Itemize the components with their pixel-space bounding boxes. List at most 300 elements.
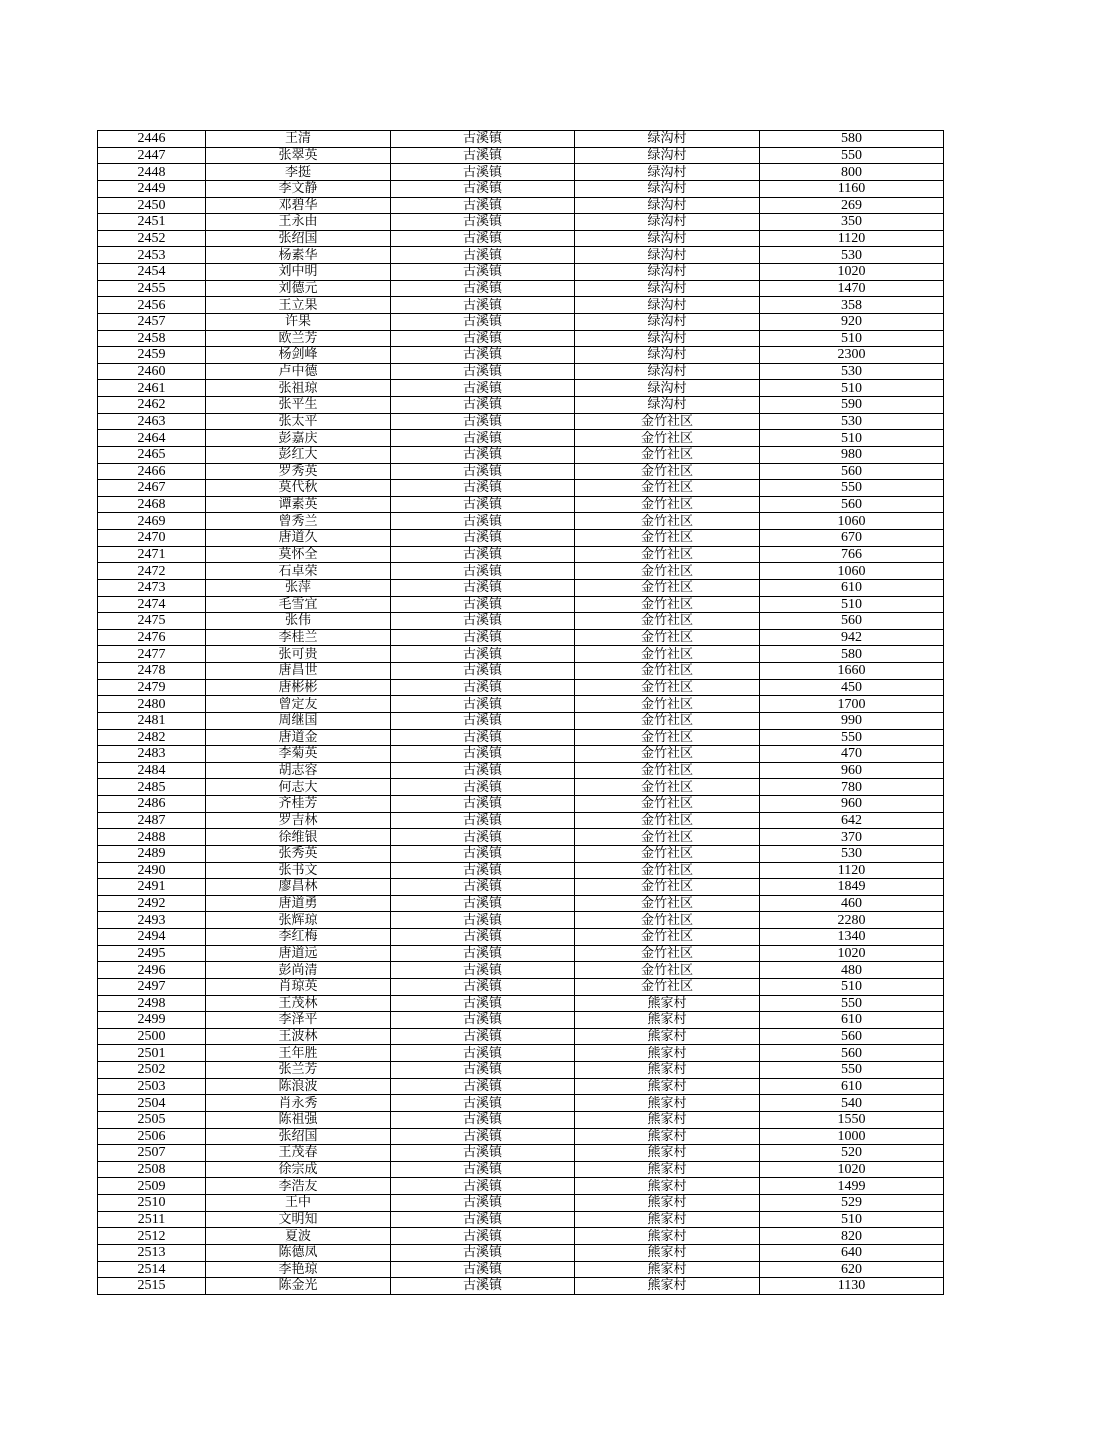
amount-cell: 560: [760, 496, 944, 513]
amount-cell: 1470: [760, 280, 944, 297]
village-cell: 绿沟村: [575, 330, 760, 347]
person-name-cell: 张平生: [206, 397, 391, 414]
person-name-cell: 曾秀兰: [206, 513, 391, 530]
record-number-cell: 2509: [98, 1178, 206, 1195]
village-cell: 绿沟村: [575, 180, 760, 197]
town-cell: 古溪镇: [391, 696, 575, 713]
table-row: [98, 1045, 944, 1062]
record-number-cell: 2463: [98, 413, 206, 430]
person-name-cell: 罗吉林: [206, 812, 391, 829]
town-cell: 古溪镇: [391, 530, 575, 547]
amount-cell: 580: [760, 131, 944, 148]
amount-cell: 510: [760, 380, 944, 397]
village-cell: 熊家村: [575, 1228, 760, 1245]
town-cell: 古溪镇: [391, 197, 575, 214]
person-name-cell: 莫代秋: [206, 480, 391, 497]
town-cell: 古溪镇: [391, 247, 575, 264]
person-name-cell: 陈浪波: [206, 1078, 391, 1095]
village-cell: 绿沟村: [575, 214, 760, 231]
record-number-cell: 2496: [98, 962, 206, 979]
person-name-cell: 毛雪宜: [206, 596, 391, 613]
village-cell: 金竹社区: [575, 978, 760, 995]
town-cell: 古溪镇: [391, 1161, 575, 1178]
town-cell: 古溪镇: [391, 978, 575, 995]
record-number-cell: 2514: [98, 1261, 206, 1278]
village-cell: 金竹社区: [575, 962, 760, 979]
person-name-cell: 齐桂芳: [206, 796, 391, 813]
table-row: [98, 796, 944, 813]
person-name-cell: 王茂林: [206, 995, 391, 1012]
record-number-cell: 2447: [98, 147, 206, 164]
table-row: [98, 297, 944, 314]
record-number-cell: 2474: [98, 596, 206, 613]
record-number-cell: 2511: [98, 1211, 206, 1228]
amount-cell: 580: [760, 646, 944, 663]
village-cell: 绿沟村: [575, 147, 760, 164]
village-cell: 熊家村: [575, 1211, 760, 1228]
table-row: [98, 679, 944, 696]
village-cell: 金竹社区: [575, 945, 760, 962]
record-number-cell: 2467: [98, 480, 206, 497]
table-row: [98, 1178, 944, 1195]
village-cell: 熊家村: [575, 995, 760, 1012]
town-cell: 古溪镇: [391, 912, 575, 929]
record-number-cell: 2465: [98, 446, 206, 463]
person-name-cell: 李泽平: [206, 1012, 391, 1029]
table-row: [98, 330, 944, 347]
amount-cell: 1550: [760, 1111, 944, 1128]
village-cell: 绿沟村: [575, 313, 760, 330]
person-name-cell: 卢中德: [206, 363, 391, 380]
person-name-cell: 唐道久: [206, 530, 391, 547]
record-number-cell: 2506: [98, 1128, 206, 1145]
town-cell: 古溪镇: [391, 313, 575, 330]
table-row: [98, 962, 944, 979]
amount-cell: 1020: [760, 1161, 944, 1178]
town-cell: 古溪镇: [391, 397, 575, 414]
person-name-cell: 廖昌林: [206, 879, 391, 896]
amount-cell: 560: [760, 463, 944, 480]
town-cell: 古溪镇: [391, 563, 575, 580]
amount-cell: 980: [760, 446, 944, 463]
table-row: [98, 230, 944, 247]
amount-cell: 1499: [760, 1178, 944, 1195]
table-row: [98, 746, 944, 763]
record-number-cell: 2462: [98, 397, 206, 414]
amount-cell: 550: [760, 147, 944, 164]
record-number-cell: 2493: [98, 912, 206, 929]
amount-cell: 370: [760, 829, 944, 846]
amount-cell: 942: [760, 629, 944, 646]
amount-cell: 610: [760, 579, 944, 596]
amount-cell: 1000: [760, 1128, 944, 1145]
record-number-cell: 2481: [98, 712, 206, 729]
village-cell: 绿沟村: [575, 280, 760, 297]
table-row: [98, 912, 944, 929]
record-number-cell: 2450: [98, 197, 206, 214]
person-name-cell: 王波林: [206, 1028, 391, 1045]
records-table: [97, 130, 944, 1295]
person-name-cell: 唐昌世: [206, 663, 391, 680]
record-number-cell: 2483: [98, 746, 206, 763]
town-cell: 古溪镇: [391, 430, 575, 447]
town-cell: 古溪镇: [391, 962, 575, 979]
amount-cell: 510: [760, 596, 944, 613]
town-cell: 古溪镇: [391, 1211, 575, 1228]
record-number-cell: 2470: [98, 530, 206, 547]
amount-cell: 990: [760, 712, 944, 729]
record-number-cell: 2504: [98, 1095, 206, 1112]
village-cell: 金竹社区: [575, 779, 760, 796]
amount-cell: 460: [760, 895, 944, 912]
amount-cell: 550: [760, 480, 944, 497]
village-cell: 金竹社区: [575, 729, 760, 746]
town-cell: 古溪镇: [391, 779, 575, 796]
town-cell: 古溪镇: [391, 646, 575, 663]
amount-cell: 560: [760, 613, 944, 630]
amount-cell: 540: [760, 1095, 944, 1112]
table-row: [98, 563, 944, 580]
record-number-cell: 2473: [98, 579, 206, 596]
table-row: [98, 1028, 944, 1045]
person-name-cell: 王立果: [206, 297, 391, 314]
table-row: [98, 696, 944, 713]
table-row: [98, 729, 944, 746]
record-number-cell: 2513: [98, 1244, 206, 1261]
record-number-cell: 2485: [98, 779, 206, 796]
amount-cell: 510: [760, 1211, 944, 1228]
village-cell: 金竹社区: [575, 929, 760, 946]
table-row: [98, 945, 944, 962]
record-number-cell: 2512: [98, 1228, 206, 1245]
town-cell: 古溪镇: [391, 945, 575, 962]
table-row: [98, 845, 944, 862]
amount-cell: 620: [760, 1261, 944, 1278]
village-cell: 熊家村: [575, 1062, 760, 1079]
amount-cell: 610: [760, 1078, 944, 1095]
village-cell: 金竹社区: [575, 513, 760, 530]
table-row: [98, 280, 944, 297]
amount-cell: 2300: [760, 347, 944, 364]
table-row: [98, 1095, 944, 1112]
village-cell: 金竹社区: [575, 613, 760, 630]
table-row: [98, 1211, 944, 1228]
record-number-cell: 2464: [98, 430, 206, 447]
person-name-cell: 张辉琼: [206, 912, 391, 929]
village-cell: 金竹社区: [575, 496, 760, 513]
table-row: [98, 247, 944, 264]
amount-cell: 560: [760, 1045, 944, 1062]
town-cell: 古溪镇: [391, 1045, 575, 1062]
record-number-cell: 2469: [98, 513, 206, 530]
record-number-cell: 2489: [98, 845, 206, 862]
person-name-cell: 文明知: [206, 1211, 391, 1228]
amount-cell: 670: [760, 530, 944, 547]
amount-cell: 510: [760, 330, 944, 347]
town-cell: 古溪镇: [391, 480, 575, 497]
person-name-cell: 曾定友: [206, 696, 391, 713]
amount-cell: 780: [760, 779, 944, 796]
village-cell: 绿沟村: [575, 397, 760, 414]
table-row: [98, 929, 944, 946]
table-row: [98, 1128, 944, 1145]
table-row: [98, 1111, 944, 1128]
village-cell: 金竹社区: [575, 862, 760, 879]
table-row: [98, 313, 944, 330]
village-cell: 金竹社区: [575, 796, 760, 813]
record-number-cell: 2484: [98, 762, 206, 779]
person-name-cell: 胡志容: [206, 762, 391, 779]
person-name-cell: 肖永秀: [206, 1095, 391, 1112]
person-name-cell: 彭尚清: [206, 962, 391, 979]
town-cell: 古溪镇: [391, 762, 575, 779]
village-cell: 金竹社区: [575, 663, 760, 680]
person-name-cell: 李菊英: [206, 746, 391, 763]
person-name-cell: 唐彬彬: [206, 679, 391, 696]
town-cell: 古溪镇: [391, 1012, 575, 1029]
amount-cell: 642: [760, 812, 944, 829]
town-cell: 古溪镇: [391, 895, 575, 912]
record-number-cell: 2480: [98, 696, 206, 713]
person-name-cell: 李桂兰: [206, 629, 391, 646]
village-cell: 绿沟村: [575, 380, 760, 397]
village-cell: 熊家村: [575, 1178, 760, 1195]
person-name-cell: 徐维银: [206, 829, 391, 846]
town-cell: 古溪镇: [391, 347, 575, 364]
village-cell: 熊家村: [575, 1045, 760, 1062]
village-cell: 熊家村: [575, 1161, 760, 1178]
amount-cell: 820: [760, 1228, 944, 1245]
amount-cell: 269: [760, 197, 944, 214]
amount-cell: 510: [760, 978, 944, 995]
amount-cell: 960: [760, 762, 944, 779]
record-number-cell: 2457: [98, 313, 206, 330]
record-number-cell: 2498: [98, 995, 206, 1012]
table-row: [98, 363, 944, 380]
amount-cell: 2280: [760, 912, 944, 929]
person-name-cell: 肖琼英: [206, 978, 391, 995]
village-cell: 绿沟村: [575, 131, 760, 148]
table-row: [98, 1244, 944, 1261]
table-row: [98, 829, 944, 846]
amount-cell: 1020: [760, 945, 944, 962]
amount-cell: 550: [760, 729, 944, 746]
town-cell: 古溪镇: [391, 180, 575, 197]
record-number-cell: 2503: [98, 1078, 206, 1095]
village-cell: 熊家村: [575, 1244, 760, 1261]
village-cell: 金竹社区: [575, 563, 760, 580]
record-number-cell: 2494: [98, 929, 206, 946]
village-cell: 金竹社区: [575, 629, 760, 646]
table-row: [98, 546, 944, 563]
table-row: [98, 1195, 944, 1212]
village-cell: 绿沟村: [575, 347, 760, 364]
town-cell: 古溪镇: [391, 746, 575, 763]
record-number-cell: 2507: [98, 1145, 206, 1162]
table-row: [98, 214, 944, 231]
amount-cell: 530: [760, 247, 944, 264]
town-cell: 古溪镇: [391, 845, 575, 862]
table-row: [98, 712, 944, 729]
person-name-cell: 李挺: [206, 164, 391, 181]
amount-cell: 1160: [760, 180, 944, 197]
table-row: [98, 1161, 944, 1178]
person-name-cell: 徐宗成: [206, 1161, 391, 1178]
amount-cell: 530: [760, 413, 944, 430]
record-number-cell: 2477: [98, 646, 206, 663]
person-name-cell: 张书文: [206, 862, 391, 879]
record-number-cell: 2482: [98, 729, 206, 746]
town-cell: 古溪镇: [391, 1278, 575, 1295]
table-row: [98, 480, 944, 497]
table-row: [98, 879, 944, 896]
village-cell: 金竹社区: [575, 596, 760, 613]
table-row: [98, 1228, 944, 1245]
town-cell: 古溪镇: [391, 796, 575, 813]
person-name-cell: 王清: [206, 131, 391, 148]
person-name-cell: 刘德元: [206, 280, 391, 297]
amount-cell: 529: [760, 1195, 944, 1212]
table-row: [98, 995, 944, 1012]
village-cell: 绿沟村: [575, 264, 760, 281]
village-cell: 绿沟村: [575, 230, 760, 247]
data-sheet: [97, 130, 944, 1295]
record-number-cell: 2459: [98, 347, 206, 364]
table-row: [98, 513, 944, 530]
record-number-cell: 2460: [98, 363, 206, 380]
record-number-cell: 2495: [98, 945, 206, 962]
table-row: [98, 197, 944, 214]
record-number-cell: 2479: [98, 679, 206, 696]
table-row: [98, 131, 944, 148]
village-cell: 金竹社区: [575, 696, 760, 713]
person-name-cell: 彭嘉庆: [206, 430, 391, 447]
table-row: [98, 413, 944, 430]
village-cell: 绿沟村: [575, 164, 760, 181]
record-number-cell: 2508: [98, 1161, 206, 1178]
village-cell: 金竹社区: [575, 679, 760, 696]
table-row: [98, 180, 944, 197]
record-number-cell: 2454: [98, 264, 206, 281]
town-cell: 古溪镇: [391, 1128, 575, 1145]
amount-cell: 1020: [760, 264, 944, 281]
town-cell: 古溪镇: [391, 1178, 575, 1195]
table-row: [98, 530, 944, 547]
person-name-cell: 张伟: [206, 613, 391, 630]
village-cell: 熊家村: [575, 1111, 760, 1128]
records-table-body: [98, 131, 944, 1295]
village-cell: 熊家村: [575, 1012, 760, 1029]
person-name-cell: 王茂春: [206, 1145, 391, 1162]
village-cell: 绿沟村: [575, 247, 760, 264]
amount-cell: 960: [760, 796, 944, 813]
town-cell: 古溪镇: [391, 829, 575, 846]
town-cell: 古溪镇: [391, 1195, 575, 1212]
record-number-cell: 2492: [98, 895, 206, 912]
record-number-cell: 2453: [98, 247, 206, 264]
person-name-cell: 李红梅: [206, 929, 391, 946]
record-number-cell: 2451: [98, 214, 206, 231]
person-name-cell: 张可贵: [206, 646, 391, 663]
table-row: [98, 164, 944, 181]
table-row: [98, 613, 944, 630]
town-cell: 古溪镇: [391, 280, 575, 297]
person-name-cell: 王中: [206, 1195, 391, 1212]
table-row: [98, 812, 944, 829]
village-cell: 熊家村: [575, 1261, 760, 1278]
town-cell: 古溪镇: [391, 1028, 575, 1045]
town-cell: 古溪镇: [391, 1145, 575, 1162]
person-name-cell: 张兰芳: [206, 1062, 391, 1079]
village-cell: 金竹社区: [575, 480, 760, 497]
record-number-cell: 2501: [98, 1045, 206, 1062]
person-name-cell: 杨剑峰: [206, 347, 391, 364]
town-cell: 古溪镇: [391, 929, 575, 946]
amount-cell: 1849: [760, 879, 944, 896]
table-row: [98, 1145, 944, 1162]
person-name-cell: 欧兰芳: [206, 330, 391, 347]
town-cell: 古溪镇: [391, 1095, 575, 1112]
person-name-cell: 陈金光: [206, 1278, 391, 1295]
record-number-cell: 2510: [98, 1195, 206, 1212]
record-number-cell: 2446: [98, 131, 206, 148]
table-row: [98, 779, 944, 796]
village-cell: 金竹社区: [575, 463, 760, 480]
person-name-cell: 许果: [206, 313, 391, 330]
amount-cell: 560: [760, 1028, 944, 1045]
town-cell: 古溪镇: [391, 862, 575, 879]
village-cell: 金竹社区: [575, 430, 760, 447]
record-number-cell: 2472: [98, 563, 206, 580]
town-cell: 古溪镇: [391, 164, 575, 181]
person-name-cell: 张绍国: [206, 230, 391, 247]
person-name-cell: 邓碧华: [206, 197, 391, 214]
record-number-cell: 2499: [98, 1012, 206, 1029]
amount-cell: 1700: [760, 696, 944, 713]
amount-cell: 550: [760, 1062, 944, 1079]
table-row: [98, 663, 944, 680]
village-cell: 金竹社区: [575, 912, 760, 929]
table-row: [98, 1278, 944, 1295]
village-cell: 金竹社区: [575, 530, 760, 547]
village-cell: 熊家村: [575, 1195, 760, 1212]
town-cell: 古溪镇: [391, 330, 575, 347]
person-name-cell: 张秀英: [206, 845, 391, 862]
record-number-cell: 2475: [98, 613, 206, 630]
person-name-cell: 彭红大: [206, 446, 391, 463]
town-cell: 古溪镇: [391, 546, 575, 563]
village-cell: 熊家村: [575, 1145, 760, 1162]
village-cell: 金竹社区: [575, 762, 760, 779]
table-row: [98, 579, 944, 596]
amount-cell: 590: [760, 397, 944, 414]
town-cell: 古溪镇: [391, 214, 575, 231]
table-row: [98, 646, 944, 663]
table-row: [98, 463, 944, 480]
village-cell: 金竹社区: [575, 446, 760, 463]
person-name-cell: 莫怀全: [206, 546, 391, 563]
person-name-cell: 唐道金: [206, 729, 391, 746]
table-row: [98, 397, 944, 414]
town-cell: 古溪镇: [391, 131, 575, 148]
amount-cell: 610: [760, 1012, 944, 1029]
record-number-cell: 2471: [98, 546, 206, 563]
record-number-cell: 2466: [98, 463, 206, 480]
town-cell: 古溪镇: [391, 712, 575, 729]
record-number-cell: 2487: [98, 812, 206, 829]
person-name-cell: 何志大: [206, 779, 391, 796]
amount-cell: 520: [760, 1145, 944, 1162]
